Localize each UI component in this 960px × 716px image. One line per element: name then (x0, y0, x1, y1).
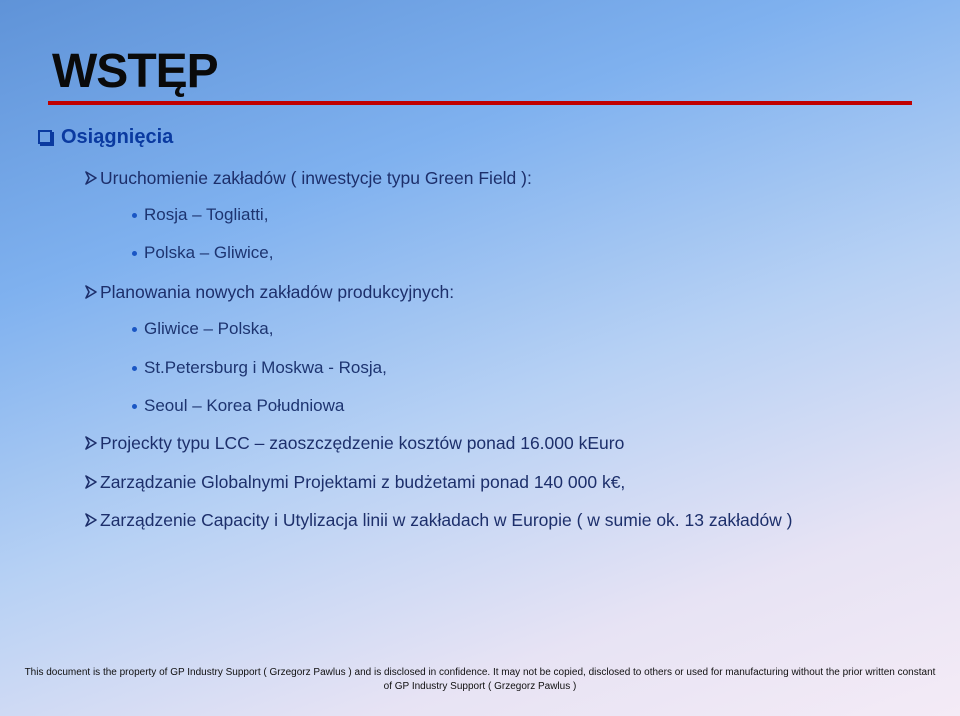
list-item (84, 165, 532, 191)
sub-list-item (132, 316, 273, 342)
list-item-text: Projeckty typu LCC – zaoszczędzenie kosztów ponad 16.000 kEuro (100, 432, 625, 453)
list-item (84, 469, 625, 495)
sub-list-item-text: Seoul – Korea Południowa (144, 396, 345, 415)
list-item (84, 279, 454, 305)
dot-bullet-icon (132, 213, 137, 218)
title-underline (48, 101, 912, 105)
list-item-text: Zarządzenie Capacity i Utylizacja linii w zakładach w Europie ( w sumie ok. 13 zakładów ) (100, 509, 793, 530)
section-heading (38, 124, 173, 150)
section-heading-text: Osiągnięcia (61, 125, 174, 148)
list-item-text: Zarządzanie Globalnymi Projektami z budżetami ponad 140 000 k€, (100, 471, 626, 492)
list-item-text: Uruchomienie zakładów ( inwestycje typu Green Field ): (100, 167, 532, 188)
sub-list-item-text: Rosja – Togliatti, (144, 205, 269, 224)
arrowhead-bullet-icon (84, 285, 98, 299)
dot-bullet-icon (132, 327, 137, 332)
sub-list-item (132, 202, 268, 228)
sub-list-item (132, 240, 273, 266)
arrowhead-bullet-icon (84, 436, 98, 450)
list-item-text: Planowania nowych zakładów produkcyjnych: (100, 281, 455, 302)
dot-bullet-icon (132, 404, 137, 409)
confidentiality-footer (0, 666, 960, 694)
sub-list-item-text: St.Petersburg i Moskwa - Rosja, (144, 358, 387, 377)
slide-title: WSTĘP (52, 45, 218, 98)
sub-list-item-text: Polska – Gliwice, (144, 243, 274, 262)
sub-list-item (132, 393, 344, 419)
dot-bullet-icon (132, 251, 137, 256)
dot-bullet-icon (132, 366, 137, 371)
list-item (84, 430, 624, 456)
list-item (84, 507, 793, 533)
footer-line: This document is the property of GP Industry Support ( Grzegorz Pawlus ) and is disclosed in confidence. It may not be copied, disclosed to others or used for manufacturing without the prior written constant (24, 667, 936, 678)
arrowhead-bullet-icon (84, 513, 98, 527)
sub-list-item-text: Gliwice – Polska, (144, 319, 274, 338)
arrowhead-bullet-icon (84, 171, 98, 185)
arrowhead-bullet-icon (84, 475, 98, 489)
sub-list-item (132, 355, 387, 381)
checkbox-square-icon (38, 130, 52, 144)
footer-line: of GP Industry Support ( Grzegorz Pawlus ) (383, 681, 577, 692)
